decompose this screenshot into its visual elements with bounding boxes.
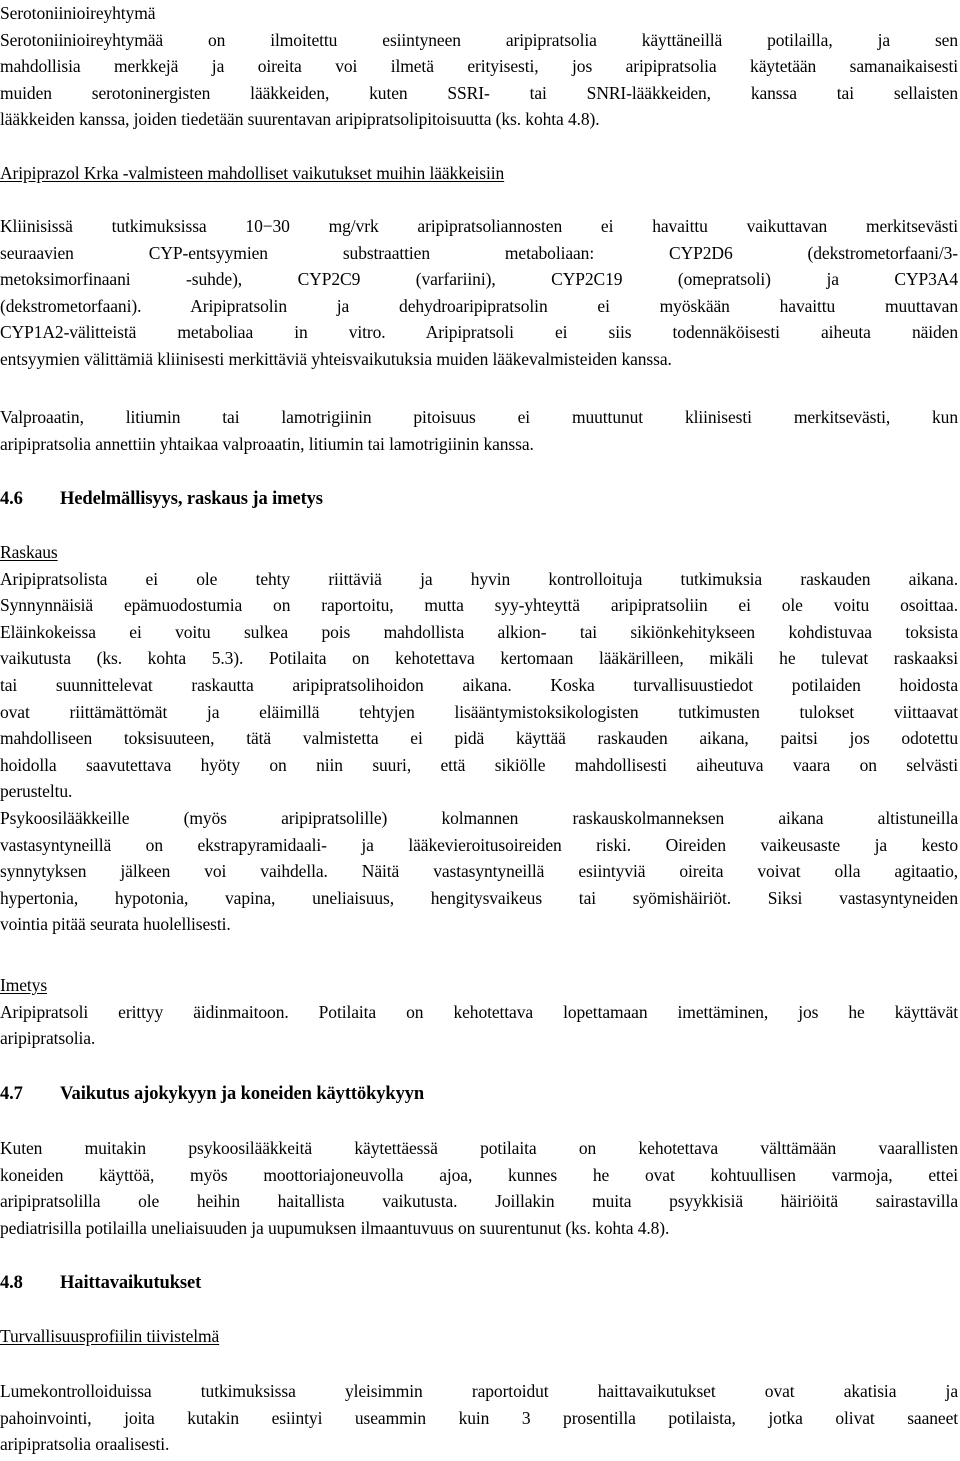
paragraph-line: Kuten muitakin psykoosilääkkeitä käytettäessä potilaita on kehotettava välttämään vaarallisten xyxy=(0,1138,958,1158)
serotonin-section xyxy=(0,0,958,133)
effects-section xyxy=(0,160,958,187)
paragraph-line: lääkkeiden kanssa, joiden tiedetään suurentavan aripipratsolipitoisuutta (ks. kohta 4.8). xyxy=(0,109,600,130)
paragraph-line: Synnynnäisiä epämuodostumia on raportoitu, mutta syy-yhteyttä aripipratsoliin ei ole voitu osoittaa. xyxy=(0,595,958,616)
adverse-effects-paragraph xyxy=(0,1378,958,1458)
section-title: Hedelmällisyys, raskaus ja imetys xyxy=(60,489,323,509)
paragraph-line: synnytyksen jälkeen voi vaihdella. Näitä vastasyntyneillä esiintyviä oireita voivat olla agitaatio, xyxy=(0,861,958,882)
paragraph-line: Serotoniinioireyhtymää on ilmoitettu esiintyneen aripipratsolia käyttäneillä potilailla, ja sen xyxy=(0,29,958,50)
section-heading-4-6 xyxy=(0,486,958,513)
paragraph-line: aripipratsolia. xyxy=(0,1028,96,1049)
imetys-subtitle: Imetys xyxy=(0,975,48,995)
paragraph-line: Lumekontrolloiduissa tutkimuksissa yleisimmin raportoidut haittavaikutukset ovat akatisia ja xyxy=(0,1381,958,1401)
paragraph-line: pahoinvointi, joita kutakin esiintyi useammin kuin 3 prosentilla potilaista, jotka olivat saaneet xyxy=(0,1407,958,1428)
section-heading-4-8 xyxy=(0,1270,958,1297)
raskaus-section xyxy=(0,539,958,938)
safety-profile-subtitle: Turvallisuusprofiilin tiivistelmä xyxy=(0,1326,220,1346)
effects-paragraph-1 xyxy=(0,213,958,373)
section-title: Haittavaikutukset xyxy=(60,1273,202,1293)
paragraph-line: vastasyntyneillä on ekstrapyramidaali- ja lääkevieroitusoireiden riski. Oireiden vaikeusaste ja kesto xyxy=(0,834,958,855)
paragraph-line: hypertonia, hypotonia, vapina, uneliaisuus, hengitysvaikeus tai syömishäiriöt. Siksi vastasyntyneiden xyxy=(0,887,958,908)
paragraph-line: aripipratsolia annettiin yhtaikaa valproaatin, litiumin tai lamotrigiinin kanssa. xyxy=(0,433,534,454)
section-number: 4.7 xyxy=(0,1084,23,1104)
paragraph-line: muiden serotoninergisten lääkkeiden, kuten SSRI- tai SNRI-lääkkeiden, kanssa tai sellaisten xyxy=(0,82,958,103)
paragraph-line: entsyymien välittämiä kliinisesti merkittäviä yhteisvaikutuksia muiden lääkevalmisteiden kanssa. xyxy=(0,348,672,369)
paragraph-line: CYP1A2-välitteistä metaboliaa in vitro. Aripipratsoli ei siis todennäköisesti aiheuta näiden xyxy=(0,322,958,343)
paragraph-line: Valproaatin, litiumin tai lamotrigiinin pitoisuus ei muuttunut kliinisesti merkitsevästi, kun xyxy=(0,407,958,427)
serotonin-title: Serotoniinioireyhtymä xyxy=(0,3,156,23)
imetys-section xyxy=(0,972,958,1052)
paragraph-line: metoksimorfinaani -suhde), CYP2C9 (varfariini), CYP2C19 (omepratsoli) ja CYP3A4 xyxy=(0,269,958,290)
paragraph-line: seuraavien CYP-entsyymien substraattien metaboliaan: CYP2D6 (dekstrometorfaani/3- xyxy=(0,242,958,263)
effects-subtitle: Aripiprazol Krka -valmisteen mahdolliset vaikutukset muihin lääkkeisiin xyxy=(0,163,505,183)
paragraph-line: (dekstrometorfaani). Aripipratsolin ja dehydroaripipratsolin ei myöskään havaittu muuttavan xyxy=(0,295,958,316)
paragraph-line: perusteltu. xyxy=(0,781,73,802)
section-heading-4-7 xyxy=(0,1081,958,1108)
paragraph-line: aripipratsolia oraalisesti. xyxy=(0,1434,170,1455)
driving-paragraph xyxy=(0,1135,958,1241)
raskaus-subtitle: Raskaus xyxy=(0,542,58,562)
paragraph-line: vaikutusta (ks. kohta 5.3). Potilaita on kehotettava kertomaan lääkärilleen, mikäli he tulevat raskaaksi xyxy=(0,648,958,669)
paragraph-line: tai suunnittelevat raskautta aripipratsolihoidon aikana. Koska turvallisuustiedot potilaiden hoidosta xyxy=(0,674,958,695)
effects-paragraph-2 xyxy=(0,404,958,457)
paragraph-line: hoidolla saavutettava hyöty on niin suuri, että sikiölle mahdollisesti aiheutuva vaara on selvästi xyxy=(0,754,958,775)
safety-profile-subtitle-block xyxy=(0,1323,958,1350)
section-number: 4.8 xyxy=(0,1273,23,1293)
paragraph-line: Aripipratsoli erittyy äidinmaitoon. Potilaita on kehotettava lopettamaan imettäminen, jos he käyttävät xyxy=(0,1001,958,1022)
paragraph-line: aripipratsolilla ole heihin haitallista vaikutusta. Joillakin muita psyykkisiä häiriöitä sairastavilla xyxy=(0,1191,958,1212)
paragraph-line: pediatrisilla potilailla uneliaisuuden ja uupumuksen ilmaantuvuus on suurentunut (ks. kohta 4.8). xyxy=(0,1217,670,1238)
paragraph-line: Psykoosilääkkeille (myös aripipratsolille) kolmannen raskauskolmanneksen aikana altistuneilla xyxy=(0,807,958,828)
section-number: 4.6 xyxy=(0,489,23,509)
paragraph-line: koneiden käyttöä, myös moottoriajoneuvolla ajoa, kunnes he ovat kohtuullisen varmoja, ettei xyxy=(0,1164,958,1185)
paragraph-line: Kliinisissä tutkimuksissa 10−30 mg/vrk aripipratsoliannosten ei havaittu vaikuttavan merkitsevästi xyxy=(0,216,958,236)
paragraph-line: mahdollisia merkkejä ja oireita voi ilmetä erityisesti, jos aripipratsolia käytetään samanaikaisesti xyxy=(0,56,958,77)
section-title: Vaikutus ajokykyyn ja koneiden käyttökykyyn xyxy=(60,1084,425,1104)
paragraph-line: Aripipratsolista ei ole tehty riittäviä ja hyvin kontrolloituja tutkimuksia raskauden aikana. xyxy=(0,568,958,589)
paragraph-line: vointia pitää seurata huolellisesti. xyxy=(0,914,231,935)
paragraph-line: Eläinkokeissa ei voitu sulkea pois mahdollista alkion- tai sikiönkehitykseen kohdistuvaa toksista xyxy=(0,621,958,642)
paragraph-line: ovat riittämättömät ja eläimillä tehtyjen lisääntymistoksikologisten tutkimusten tulokset viittaavat xyxy=(0,701,958,722)
paragraph-line: mahdolliseen toksisuuteen, tätä valmistetta ei pidä käyttää raskauden aikana, paitsi jos odotettu xyxy=(0,728,958,749)
